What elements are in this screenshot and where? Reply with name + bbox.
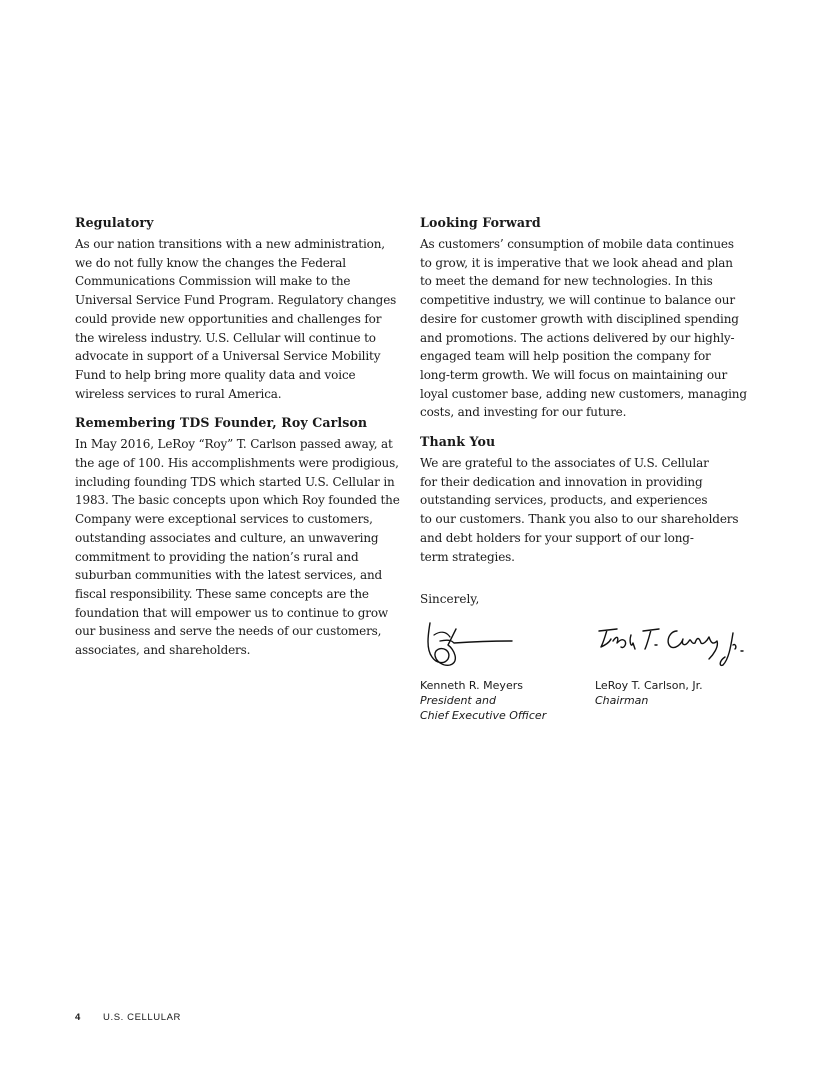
paragraph-line: the age of 100. His accomplishments were prodigious,	[75, 456, 399, 471]
paragraph-line: engaged team will help position the company for	[420, 349, 711, 364]
paragraph-line: for their dedication and innovation in providing	[420, 474, 703, 489]
paragraph-line: long-term growth. We will focus on maintaining our	[420, 367, 728, 382]
paragraph-line: desire for customer growth with disciplined spending	[420, 311, 739, 326]
paragraph-line: 1983. The basic concepts upon which Roy founded the	[75, 493, 400, 508]
paragraph-line: to grow, it is imperative that we look ahead and plan	[420, 255, 733, 270]
looking-forward-paragraph	[420, 235, 745, 422]
paragraph-line: outstanding associates and culture, an unwavering	[75, 530, 379, 545]
paragraph-line: As our nation transitions with a new administration,	[75, 237, 385, 251]
signatory-meyers	[420, 615, 546, 723]
paragraph-line: In May 2016, LeRoy “Roy” T. Carlson passed away, at	[75, 437, 393, 452]
thank-you-paragraph	[420, 454, 745, 566]
remembering-heading: Remembering TDS Founder, Roy Carlson	[75, 415, 368, 431]
paragraph-line: As customers’ consumption of mobile data continues	[420, 237, 734, 251]
paragraph-line: our business and serve the needs of our customers,	[75, 624, 382, 639]
closing-sincerely: Sincerely,	[420, 592, 480, 607]
paragraph-line: Universal Service Fund Program. Regulatory changes	[75, 293, 397, 308]
paragraph-line: Communications Commission will make to the	[75, 274, 351, 289]
paragraph-line: term strategies.	[420, 549, 515, 564]
regulatory-paragraph	[75, 235, 397, 403]
left-column	[75, 215, 400, 672]
paragraph-line: to meet the demand for new technologies. In this	[420, 274, 713, 289]
paragraph-line: including founding TDS which started U.S. Cellular in	[75, 474, 395, 489]
signatory-name: Kenneth R. Meyers	[420, 679, 523, 692]
footer-company: U.S. CELLULAR	[103, 1012, 182, 1023]
paragraph-line: costs, and investing for our future.	[420, 405, 627, 420]
paragraph-line: could provide new opportunities and challenges for	[75, 311, 382, 326]
paragraph-line: the wireless industry. U.S. Cellular will continue to	[75, 330, 376, 345]
paragraph-line: associates, and shareholders.	[75, 643, 251, 658]
paragraph-line: We are grateful to the associates of U.S. Cellular	[420, 456, 709, 471]
signatory-carlson	[595, 615, 755, 708]
page-footer	[75, 1012, 181, 1023]
paragraph-line: and promotions. The actions delivered by our highly-	[420, 330, 735, 345]
paragraph-line: foundation that will empower us to continue to grow	[75, 605, 389, 620]
signatory-title: Chief Executive Officer	[420, 709, 547, 722]
paragraph-line: and debt holders for your support of our long-	[420, 530, 694, 545]
paragraph-line: suburban communities with the latest services, and	[75, 568, 383, 583]
paragraph-line: we do not fully know the changes the Federal	[75, 255, 346, 270]
right-column	[420, 215, 745, 608]
paragraph-line: Fund to help bring more quality data and voice	[75, 367, 356, 382]
signatory-name: LeRoy T. Carlson, Jr.	[595, 679, 703, 692]
paragraph-line: to our customers. Thank you also to our shareholders	[420, 512, 739, 527]
looking-forward-heading: Looking Forward	[420, 215, 541, 230]
thank-you-heading: Thank You	[420, 434, 496, 450]
signature-area	[420, 615, 760, 735]
signatory-title: President and	[420, 694, 496, 707]
paragraph-line: commitment to providing the nation’s rural and	[75, 549, 359, 564]
paragraph-line: competitive industry, we will continue to balance our	[420, 293, 735, 308]
paragraph-line: Company were exceptional services to customers,	[75, 512, 373, 527]
paragraph-line: outstanding services, products, and experiences	[420, 493, 708, 508]
page-number: 4	[75, 1012, 81, 1023]
signatory-title: Chairman	[595, 694, 649, 707]
paragraph-line: advocate in support of a Universal Service Mobility	[75, 349, 381, 364]
paragraph-line: wireless services to rural America.	[75, 386, 282, 401]
paragraph-line: loyal customer base, adding new customers, managing	[420, 386, 747, 401]
paragraph-line: fiscal responsibility. These same concepts are the	[75, 586, 369, 601]
regulatory-heading: Regulatory	[75, 215, 154, 230]
meyers-signature	[420, 615, 530, 675]
carlson-signature	[595, 615, 755, 675]
remembering-paragraph	[75, 435, 400, 659]
